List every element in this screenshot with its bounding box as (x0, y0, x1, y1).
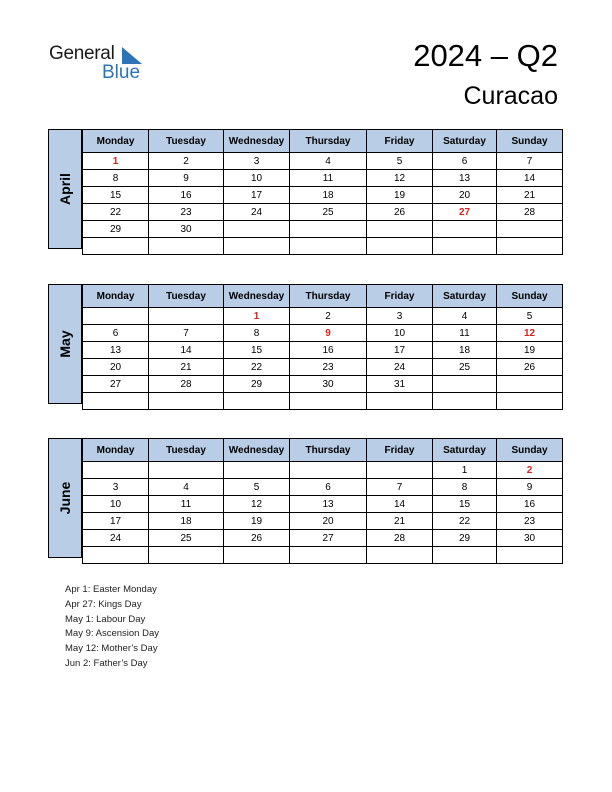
day-cell (497, 547, 563, 564)
day-cell: 4 (149, 479, 224, 496)
day-cell: 23 (149, 204, 224, 221)
day-cell: 12 (367, 170, 433, 187)
month-table (82, 129, 563, 255)
day-cell (224, 393, 290, 410)
day-cell: 24 (224, 204, 290, 221)
day-cell: 24 (83, 530, 149, 547)
weekday-header: Sunday (497, 130, 563, 153)
day-cell: 3 (367, 308, 433, 325)
day-cell: 16 (149, 187, 224, 204)
day-cell (149, 547, 224, 564)
day-cell: 7 (149, 325, 224, 342)
weekday-header: Monday (83, 130, 149, 153)
logo-blue-text: Blue (102, 62, 141, 83)
month-name: May (57, 330, 73, 358)
weekday-header: Sunday (497, 285, 563, 308)
day-cell: 12 (224, 496, 290, 513)
day-cell (367, 462, 433, 479)
day-cell (290, 462, 367, 479)
day-cell: 4 (433, 308, 497, 325)
day-cell: 25 (149, 530, 224, 547)
day-cell: 26 (367, 204, 433, 221)
day-cell: 12 (497, 325, 563, 342)
weekday-header: Friday (367, 439, 433, 462)
day-cell: 6 (433, 153, 497, 170)
month-name: April (57, 173, 73, 205)
day-cell: 19 (224, 513, 290, 530)
holiday-note: Apr 1: Easter Monday (65, 584, 157, 595)
day-cell: 30 (149, 221, 224, 238)
week-row (83, 221, 563, 238)
weekday-header: Tuesday (149, 130, 224, 153)
day-cell (149, 238, 224, 255)
day-cell: 18 (149, 513, 224, 530)
day-cell: 28 (149, 376, 224, 393)
day-cell: 21 (497, 187, 563, 204)
day-cell: 21 (367, 513, 433, 530)
month-table (82, 438, 563, 564)
day-cell: 9 (149, 170, 224, 187)
day-cell: 22 (224, 359, 290, 376)
day-cell (83, 393, 149, 410)
day-cell: 28 (497, 204, 563, 221)
week-row (83, 204, 563, 221)
day-cell (497, 376, 563, 393)
day-cell: 22 (433, 513, 497, 530)
day-cell: 26 (224, 530, 290, 547)
day-cell: 8 (224, 325, 290, 342)
week-row (83, 393, 563, 410)
day-cell: 16 (497, 496, 563, 513)
day-cell: 11 (290, 170, 367, 187)
day-cell (224, 547, 290, 564)
weekday-header: Sunday (497, 439, 563, 462)
day-cell: 27 (83, 376, 149, 393)
day-cell: 17 (224, 187, 290, 204)
day-cell: 15 (433, 496, 497, 513)
week-row (83, 479, 563, 496)
month-label (48, 284, 82, 404)
weekday-header: Monday (83, 439, 149, 462)
day-cell: 28 (367, 530, 433, 547)
week-row (83, 170, 563, 187)
week-row (83, 308, 563, 325)
week-row (83, 376, 563, 393)
day-cell (367, 547, 433, 564)
day-cell (433, 221, 497, 238)
logo-general-text: General (49, 43, 115, 64)
day-cell (224, 221, 290, 238)
day-cell: 29 (433, 530, 497, 547)
weekday-header: Friday (367, 285, 433, 308)
weekday-header: Tuesday (149, 439, 224, 462)
week-row (83, 547, 563, 564)
day-cell (83, 462, 149, 479)
weekday-header: Saturday (433, 439, 497, 462)
day-cell (83, 308, 149, 325)
day-cell: 11 (149, 496, 224, 513)
day-cell: 30 (290, 376, 367, 393)
month-name: June (57, 481, 73, 515)
day-cell: 13 (83, 342, 149, 359)
day-cell: 13 (290, 496, 367, 513)
day-cell: 1 (83, 153, 149, 170)
country-title: Curacao (463, 82, 558, 110)
day-cell (224, 238, 290, 255)
day-cell: 13 (433, 170, 497, 187)
week-row (83, 496, 563, 513)
day-cell: 8 (433, 479, 497, 496)
day-cell: 22 (83, 204, 149, 221)
day-cell: 20 (433, 187, 497, 204)
day-cell (290, 393, 367, 410)
day-cell (433, 393, 497, 410)
day-cell: 6 (83, 325, 149, 342)
day-cell: 31 (367, 376, 433, 393)
day-cell: 5 (224, 479, 290, 496)
weekday-header: Tuesday (149, 285, 224, 308)
day-cell: 18 (290, 187, 367, 204)
day-cell: 25 (433, 359, 497, 376)
day-cell: 24 (367, 359, 433, 376)
day-cell: 3 (83, 479, 149, 496)
day-cell: 5 (367, 153, 433, 170)
holiday-note: May 9: Ascension Day (65, 628, 159, 640)
holiday-notes (65, 583, 159, 672)
weekday-header: Monday (83, 285, 149, 308)
day-cell: 1 (433, 462, 497, 479)
day-cell (290, 547, 367, 564)
week-row (83, 238, 563, 255)
weekday-header: Saturday (433, 285, 497, 308)
day-cell: 9 (290, 325, 367, 342)
day-cell (367, 221, 433, 238)
weekday-header: Wednesday (224, 439, 290, 462)
day-cell: 3 (224, 153, 290, 170)
day-cell: 10 (83, 496, 149, 513)
weekday-header: Saturday (433, 130, 497, 153)
day-cell: 7 (367, 479, 433, 496)
day-cell (149, 393, 224, 410)
day-cell: 15 (83, 187, 149, 204)
day-cell (433, 547, 497, 564)
generalblue-logo (49, 43, 141, 83)
day-cell: 7 (497, 153, 563, 170)
day-cell: 29 (83, 221, 149, 238)
day-cell: 14 (497, 170, 563, 187)
day-cell: 2 (497, 462, 563, 479)
day-cell (290, 221, 367, 238)
day-cell: 23 (497, 513, 563, 530)
day-cell: 1 (224, 308, 290, 325)
day-cell: 17 (367, 342, 433, 359)
weekday-header: Thursday (290, 439, 367, 462)
day-cell: 14 (149, 342, 224, 359)
day-cell: 19 (497, 342, 563, 359)
day-cell (497, 238, 563, 255)
day-cell (290, 238, 367, 255)
day-cell (367, 238, 433, 255)
day-cell: 17 (83, 513, 149, 530)
holiday-note: May 1: Labour Day (65, 613, 146, 625)
day-cell (367, 393, 433, 410)
day-cell: 2 (149, 153, 224, 170)
weekday-header: Wednesday (224, 285, 290, 308)
day-cell: 16 (290, 342, 367, 359)
month-label (48, 129, 82, 249)
month-label (48, 438, 82, 558)
day-cell: 20 (83, 359, 149, 376)
day-cell: 21 (149, 359, 224, 376)
holiday-note: Apr 27: Kings Day (65, 598, 142, 610)
week-row (83, 342, 563, 359)
day-cell: 25 (290, 204, 367, 221)
day-cell: 11 (433, 325, 497, 342)
day-cell: 10 (367, 325, 433, 342)
holiday-note: May 12: Mother’s Day (65, 643, 158, 655)
weekday-header: Thursday (290, 130, 367, 153)
day-cell: 6 (290, 479, 367, 496)
day-cell: 9 (497, 479, 563, 496)
day-cell (433, 238, 497, 255)
weekday-header: Wednesday (224, 130, 290, 153)
week-row (83, 187, 563, 204)
holiday-note: Jun 2: Father’s Day (65, 657, 148, 669)
week-row (83, 513, 563, 530)
day-cell (497, 393, 563, 410)
day-cell: 8 (83, 170, 149, 187)
day-cell (224, 462, 290, 479)
day-cell: 29 (224, 376, 290, 393)
day-cell: 2 (290, 308, 367, 325)
day-cell: 10 (224, 170, 290, 187)
week-row (83, 153, 563, 170)
week-row (83, 462, 563, 479)
day-cell: 14 (367, 496, 433, 513)
day-cell: 27 (433, 204, 497, 221)
day-cell (497, 221, 563, 238)
day-cell (83, 547, 149, 564)
day-cell: 20 (290, 513, 367, 530)
day-cell: 30 (497, 530, 563, 547)
weekday-header: Friday (367, 130, 433, 153)
day-cell (149, 308, 224, 325)
week-row (83, 325, 563, 342)
day-cell: 5 (497, 308, 563, 325)
day-cell: 18 (433, 342, 497, 359)
day-cell: 4 (290, 153, 367, 170)
weekday-header: Thursday (290, 285, 367, 308)
week-row (83, 359, 563, 376)
day-cell: 23 (290, 359, 367, 376)
month-table (82, 284, 563, 410)
day-cell (83, 238, 149, 255)
day-cell: 19 (367, 187, 433, 204)
day-cell: 15 (224, 342, 290, 359)
day-cell: 26 (497, 359, 563, 376)
day-cell: 27 (290, 530, 367, 547)
day-cell (433, 376, 497, 393)
page-title: 2024 – Q2 (413, 38, 558, 73)
week-row (83, 530, 563, 547)
day-cell (149, 462, 224, 479)
